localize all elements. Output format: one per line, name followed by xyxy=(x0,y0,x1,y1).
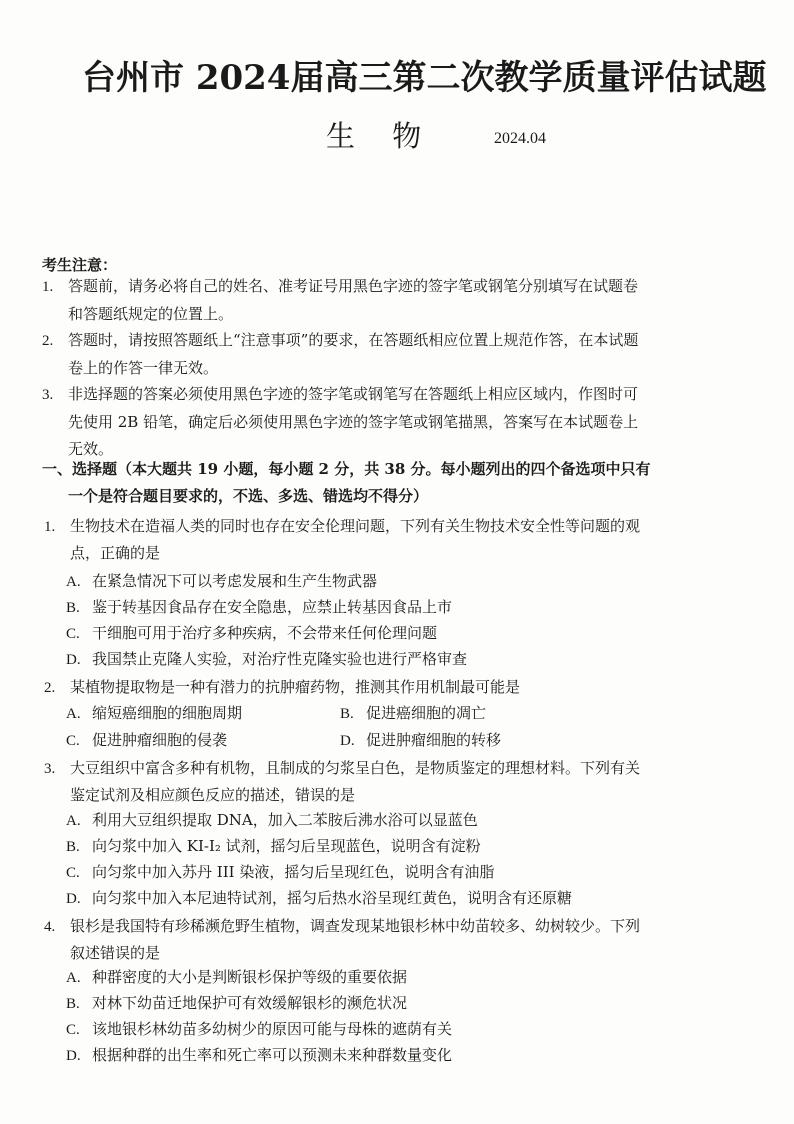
question-4 xyxy=(44,913,744,966)
question-stem: 某植物提取物是一种有潜力的抗肿瘤药物，推测其作用机制最可能是 xyxy=(70,678,521,696)
notice-text: 非选择题的答案必须使用黑色字迹的签字笔或钢笔写在答题纸上相应区域内，作图时可 xyxy=(68,385,639,403)
exam-date: 2024.04 xyxy=(494,130,546,147)
option-text: 干细胞可用于治疗多种疾病，不会带来任何伦理问题 xyxy=(92,624,438,642)
notice-text: 答题前，请务必将自己的姓名、准考证号用黑色字迹的签字笔或钢笔分别填写在试题卷 xyxy=(68,277,639,295)
option-a[interactable] xyxy=(66,701,242,726)
option-d[interactable] xyxy=(66,647,467,672)
option-text: 向匀浆中加入本尼迪特试剂，摇匀后热水浴呈现红黄色，说明含有还原糖 xyxy=(92,889,573,907)
option-label: B. xyxy=(66,839,80,855)
option-label: B. xyxy=(66,996,80,1012)
option-c[interactable] xyxy=(66,728,227,753)
question-2 xyxy=(44,674,744,701)
question-stem: 生物技术在造福人类的同时也存在安全伦理问题，下列有关生物技术安全性等问题的观 xyxy=(70,517,641,535)
option-label: D. xyxy=(66,652,81,668)
option-b[interactable] xyxy=(66,991,407,1016)
option-text: 促进癌细胞的凋亡 xyxy=(366,704,487,722)
option-c[interactable] xyxy=(66,1017,452,1042)
notice-number: 2. xyxy=(42,333,54,349)
notice-item xyxy=(42,327,742,382)
option-label: B. xyxy=(66,600,80,616)
question-number: 2. xyxy=(44,680,56,696)
option-a[interactable] xyxy=(66,808,478,833)
option-text: 促进肿瘤细胞的转移 xyxy=(366,731,502,749)
option-text: 对林下幼苗迁地保护可有效缓解银杉的濒危状况 xyxy=(92,994,408,1012)
question-number: 4. xyxy=(44,919,56,935)
option-d[interactable] xyxy=(340,728,501,753)
option-label: A. xyxy=(66,706,81,722)
option-b[interactable] xyxy=(340,701,486,726)
question-stem: 银杉是我国特有珍稀濒危野生植物，调查发现某地银杉林中幼苗较多、幼树较少。下列 xyxy=(70,917,641,935)
option-text: 我国禁止克隆人实验，对治疗性克隆实验也进行严格审查 xyxy=(92,650,468,668)
option-text: 向匀浆中加入 KI-I₂ 试剂，摇匀后呈现蓝色，说明含有淀粉 xyxy=(92,837,481,855)
option-c[interactable] xyxy=(66,621,437,646)
option-d[interactable] xyxy=(66,886,572,911)
question-stem: 大豆组织中富含多种有机物，且制成的匀浆呈白色，是物质鉴定的理想材料。下列有关 xyxy=(70,759,641,777)
option-b[interactable] xyxy=(66,595,452,620)
notice-text: 无效。 xyxy=(68,440,114,458)
option-label: A. xyxy=(66,813,81,829)
option-a[interactable] xyxy=(66,965,407,990)
question-stem: 鉴定试剂及相应颜色反应的描述，错误的是 xyxy=(70,786,356,804)
notice-item xyxy=(42,381,742,463)
notice-number: 3. xyxy=(42,387,54,403)
notice-item xyxy=(42,273,742,328)
question-number: 3. xyxy=(44,761,56,777)
option-label: A. xyxy=(66,970,81,986)
notice-text: 先使用 2B 铅笔，确定后必须使用黑色字迹的签字笔或钢笔描黑，答案写在本试题卷上 xyxy=(68,413,639,431)
option-text: 该地银杉林幼苗多幼树少的原因可能与母株的遮荫有关 xyxy=(92,1020,453,1038)
option-text: 鉴于转基因食品存在安全隐患，应禁止转基因食品上市 xyxy=(92,598,453,616)
notice-number: 1. xyxy=(42,279,54,295)
option-text: 缩短癌细胞的细胞周期 xyxy=(92,704,243,722)
option-text: 根据种群的出生率和死亡率可以预测未来种群数量变化 xyxy=(92,1046,453,1064)
option-a[interactable] xyxy=(66,569,377,594)
option-text: 促进肿瘤细胞的侵袭 xyxy=(92,731,228,749)
notice-text: 和答题纸规定的位置上。 xyxy=(68,305,234,323)
option-label: B. xyxy=(340,706,354,722)
section-text: 一、选择题（本大题共 19 小题，每小题 2 分，共 38 分。每小题列出的四个备选项中只有 xyxy=(42,460,651,478)
notice-heading: 考生注意： xyxy=(42,256,118,274)
option-c[interactable] xyxy=(66,860,494,885)
option-label: D. xyxy=(66,891,81,907)
option-label: A. xyxy=(66,574,81,590)
option-label: D. xyxy=(340,733,355,749)
section-text: 一个是符合题目要求的，不选、多选、错选均不得分） xyxy=(68,487,429,505)
question-stem: 叙述错误的是 xyxy=(70,944,161,962)
section-heading xyxy=(42,456,752,510)
question-1 xyxy=(44,513,744,566)
question-number: 1. xyxy=(44,519,56,535)
question-stem: 点，正确的是 xyxy=(70,544,161,562)
option-text: 向匀浆中加入苏丹 III 染液，摇匀后呈现红色，说明含有油脂 xyxy=(92,863,495,881)
notice-text: 答题时，请按照答题纸上“注意事项”的要求，在答题纸相应位置上规范作答，在本试题 xyxy=(68,331,639,349)
option-label: C. xyxy=(66,865,80,881)
question-3 xyxy=(44,755,744,808)
option-label: C. xyxy=(66,733,80,749)
notice-text: 卷上的作答一律无效。 xyxy=(68,359,219,377)
option-text: 利用大豆组织提取 DNA，加入二苯胺后沸水浴可以显蓝色 xyxy=(92,811,478,829)
option-text: 在紧急情况下可以考虑发展和生产生物武器 xyxy=(92,572,378,590)
option-label: C. xyxy=(66,1022,80,1038)
option-label: C. xyxy=(66,626,80,642)
option-b[interactable] xyxy=(66,834,481,859)
option-d[interactable] xyxy=(66,1043,452,1068)
option-label: D. xyxy=(66,1048,81,1064)
option-text: 种群密度的大小是判断银杉保护等级的重要依据 xyxy=(92,968,408,986)
exam-title: 台州市 2024届高三第二次教学质量评估试题 xyxy=(82,58,767,98)
subject-title: 生 物 xyxy=(326,119,436,153)
